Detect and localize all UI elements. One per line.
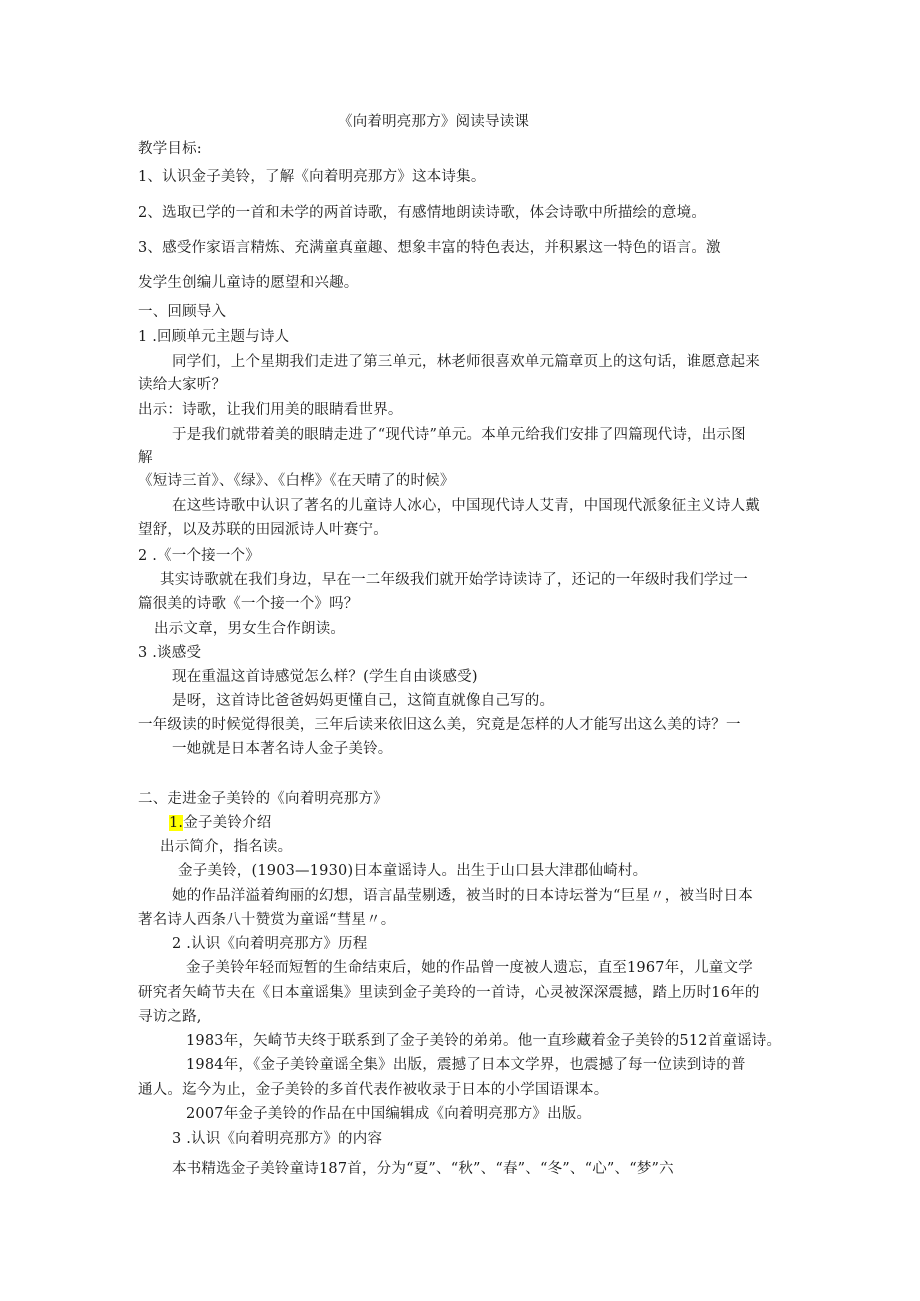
highlighted-number: 1. bbox=[169, 815, 184, 831]
subsection-2-2: 2 .认识《向着明亮那方》历程 bbox=[172, 936, 368, 952]
paragraph: 解 bbox=[138, 450, 153, 466]
paragraph: 一年级读的时候觉得很美，三年后读来依旧这么美，究竟是怎样的人才能写出这么美的诗？一 bbox=[138, 717, 741, 733]
goal-1: 1、认识金子美铃，了解《向着明亮那方》这本诗集。 bbox=[138, 169, 486, 185]
paragraph: 本书精选金子美铃童诗187首，分为“夏”、“秋”、“春”、“冬”、“心”、“梦”六 bbox=[172, 1161, 674, 1177]
paragraph: 篇很美的诗歌《一个接一个》吗？ bbox=[138, 596, 359, 612]
paragraph: 出示：诗歌，让我们用美的眼睛看世界。 bbox=[138, 402, 403, 418]
paragraph: 于是我们就带着美的眼睛走进了“现代诗”单元。本单元给我们安排了四篇现代诗，出示图 bbox=[172, 427, 746, 443]
paragraph: 其实诗歌就在我们身边，早在一二年级我们就开始学诗读诗了，还记的一年级时我们学过一 bbox=[160, 572, 748, 588]
paragraph: 出示文章，男女生合作朗读。 bbox=[154, 621, 346, 637]
subsection-1-2: 2 .《一个接一个》 bbox=[138, 548, 260, 564]
paragraph: 1984年，《金子美铃童谣全集》出版，震撼了日本文学界，也震撼了每一位读到诗的普 bbox=[186, 1057, 746, 1073]
paragraph: 现在重温这首诗感觉怎么样？(学生自由谈感受) bbox=[172, 669, 478, 685]
section-1-heading: 一、回顾导入 bbox=[138, 304, 227, 320]
goals-heading: 教学目标: bbox=[138, 141, 202, 157]
paragraph: 2007年金子美铃的作品在中国编辑成《向着明亮那方》出版。 bbox=[186, 1106, 592, 1122]
section-2-heading: 二、走进金子美铃的《向着明亮那方》 bbox=[138, 791, 388, 807]
subsection-2-1-title: 金子美铃介绍 bbox=[183, 815, 272, 831]
paragraph: 望舒，以及苏联的田园派诗人叶赛宁。 bbox=[138, 522, 388, 538]
paragraph: 在这些诗歌中认识了著名的儿童诗人冰心，中国现代诗人艾青，中国现代派象征主义诗人戴 bbox=[172, 498, 760, 514]
subsection-2-3: 3 .认识《向着明亮那方》的内容 bbox=[172, 1131, 383, 1147]
paragraph: 研究者矢崎节夫在《日本童谣集》里读到金子美玲的一首诗，心灵被深深震撼，踏上历时16年的 bbox=[138, 985, 760, 1001]
paragraph: 寻访之路, bbox=[138, 1009, 202, 1025]
page-title: 《向着明亮那方》阅读导读课 bbox=[338, 114, 530, 130]
paragraph: 读给大家听？ bbox=[138, 377, 227, 393]
paragraph: 出示简介，指名读。 bbox=[160, 839, 293, 855]
subsection-1-1: 1 .回顾单元主题与诗人 bbox=[138, 329, 290, 345]
paragraph: 1983年，矢崎节夫终于联系到了金子美铃的弟弟。他一直珍藏着金子美铃的512首童谣诗。 bbox=[186, 1033, 782, 1049]
paragraph: 金子美铃，(1903—1930)日本童谣诗人。出生于山口县大津郡仙崎村。 bbox=[178, 863, 648, 879]
paragraph: 著名诗人西条八十赞赏为童谣“彗星〃。 bbox=[138, 912, 396, 928]
paragraph: 同学们，上个星期我们走进了第三单元，林老师很喜欢单元篇章页上的这句话，谁愿意起来 bbox=[172, 354, 760, 370]
subsection-1-3: 3 .谈感受 bbox=[138, 645, 202, 661]
paragraph: 一她就是日本著名诗人金子美铃。 bbox=[172, 741, 393, 757]
paragraph: 通人。迄今为止，金子美铃的多首代表作被收录于日本的小学国语课本。 bbox=[138, 1082, 609, 1098]
paragraph: 金子美铃年轻而短暂的生命结束后，她的作品曾一度被人遗忘，直至1967年，儿童文学 bbox=[186, 960, 753, 976]
paragraph: 《短诗三首》、《绿》、《白桦》《在天晴了的时候》 bbox=[138, 473, 455, 489]
goal-3-line-2: 发学生创编儿童诗的愿望和兴趣。 bbox=[138, 275, 359, 291]
goal-3-line-1: 3、感受作家语言精炼、充满童真童趣、想象丰富的特色表达，并积累这一特色的语言。激 bbox=[138, 240, 721, 256]
goal-2: 2、选取已学的一首和未学的两首诗歌，有感情地朗读诗歌，体会诗歌中所描绘的意境。 bbox=[138, 205, 707, 221]
subsection-2-1 bbox=[169, 813, 271, 833]
paragraph: 是呀，这首诗比爸爸妈妈更懂自己，这简直就像自己写的。 bbox=[172, 693, 555, 709]
paragraph: 她的作品洋溢着绚丽的幻想，语言晶莹剔透，被当时的日本诗坛誉为“巨星〃，被当时日本 bbox=[172, 888, 753, 904]
